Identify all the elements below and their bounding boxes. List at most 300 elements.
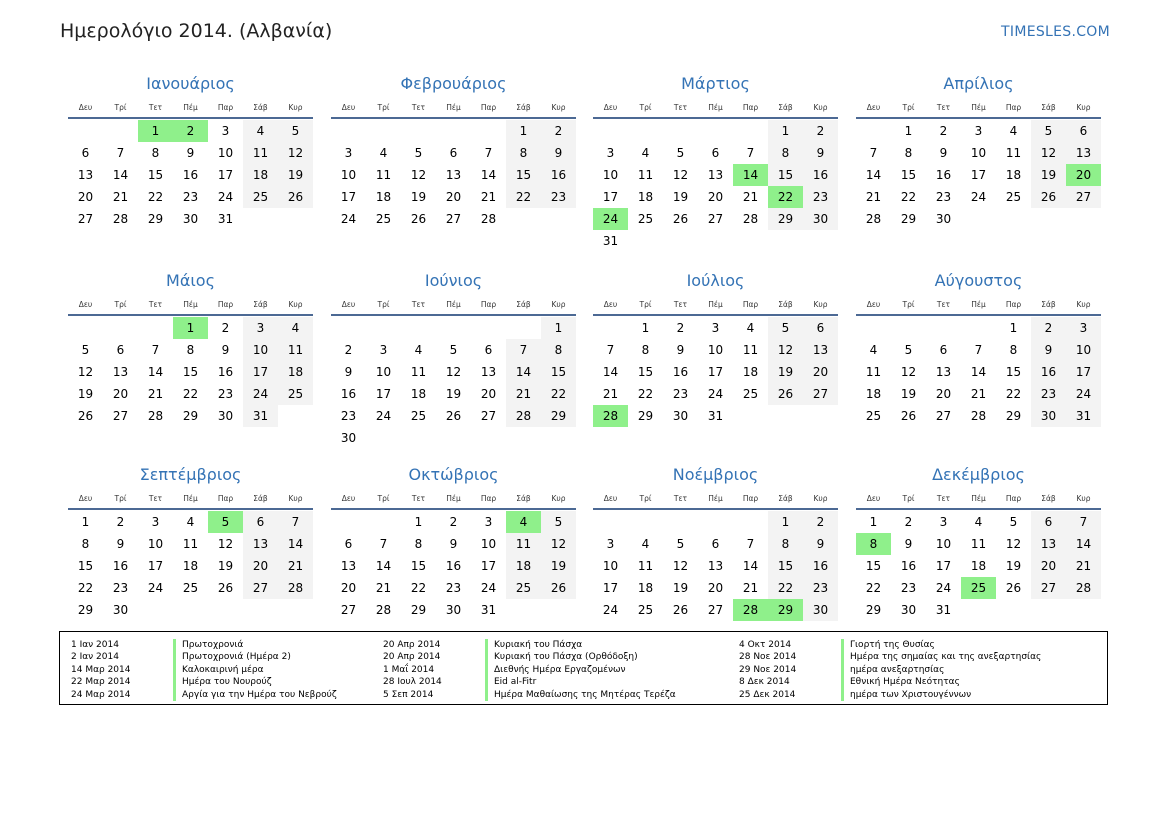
day-cell: 9 bbox=[221, 343, 230, 357]
day-cell: 2 bbox=[904, 515, 913, 529]
day-cell: 30 bbox=[935, 212, 952, 226]
day-cell: 22 bbox=[541, 383, 576, 405]
day-cell: 26 bbox=[278, 186, 313, 208]
day-cell: 17 bbox=[935, 559, 952, 573]
weekday-header bbox=[68, 101, 313, 119]
day-cell: 14 bbox=[602, 365, 619, 379]
day-cell: 6 bbox=[116, 343, 125, 357]
day-cell: 19 bbox=[217, 559, 234, 573]
day-cell: 12 bbox=[1031, 142, 1066, 164]
empty-cell bbox=[436, 120, 471, 142]
empty-cell bbox=[593, 511, 628, 533]
day-cell: 10 bbox=[217, 146, 234, 160]
month-calendar bbox=[68, 463, 313, 621]
weekday-header bbox=[331, 101, 576, 119]
legend-row bbox=[71, 639, 244, 651]
day-cell: 28 bbox=[278, 577, 313, 599]
day-cell: 9 bbox=[904, 537, 913, 551]
empty-cell bbox=[856, 317, 891, 339]
day-cell: 5 bbox=[676, 146, 685, 160]
day-cell: 14 bbox=[278, 533, 313, 555]
day-cell: 16 bbox=[803, 164, 838, 186]
day-cell: 9 bbox=[803, 142, 838, 164]
weekday-label: Πέμ bbox=[183, 103, 198, 112]
holiday-day-cell: 28 bbox=[593, 405, 628, 427]
weekday-label: Τετ bbox=[148, 103, 163, 112]
day-cell: 24 bbox=[707, 387, 724, 401]
day-cell: 6 bbox=[711, 537, 720, 551]
weekday-label: Δευ bbox=[78, 300, 93, 309]
day-grid bbox=[331, 317, 576, 449]
day-cell: 28 bbox=[375, 603, 392, 617]
day-cell: 23 bbox=[803, 577, 838, 599]
weekday-label: Σάβ bbox=[778, 494, 793, 503]
day-cell: 10 bbox=[243, 339, 278, 361]
day-cell: 9 bbox=[186, 146, 195, 160]
day-cell: 11 bbox=[1005, 146, 1022, 160]
day-cell: 4 bbox=[243, 120, 278, 142]
weekday-label: Δευ bbox=[603, 103, 618, 112]
page-title: Ημερολόγιο 2014. (Αλβανία) bbox=[60, 20, 333, 42]
day-cell: 23 bbox=[935, 190, 952, 204]
empty-cell bbox=[401, 120, 436, 142]
month-calendar bbox=[331, 72, 576, 230]
day-cell: 29 bbox=[541, 405, 576, 427]
day-cell: 20 bbox=[243, 555, 278, 577]
brand-link[interactable]: TIMESLES.COM bbox=[1001, 24, 1110, 40]
day-grid bbox=[593, 120, 838, 252]
holiday-day-cell: 8 bbox=[856, 533, 891, 555]
day-cell: 14 bbox=[112, 168, 129, 182]
legend-row bbox=[739, 639, 935, 651]
day-cell: 24 bbox=[340, 212, 357, 226]
day-cell: 12 bbox=[278, 142, 313, 164]
day-cell: 23 bbox=[672, 387, 689, 401]
weekday-header bbox=[856, 492, 1101, 510]
empty-cell bbox=[926, 317, 961, 339]
day-cell: 13 bbox=[480, 365, 497, 379]
weekday-header bbox=[68, 298, 313, 316]
day-cell: 9 bbox=[803, 533, 838, 555]
day-cell: 23 bbox=[217, 387, 234, 401]
weekday-label: Δευ bbox=[78, 494, 93, 503]
day-grid bbox=[331, 120, 576, 230]
day-cell: 28 bbox=[1066, 577, 1101, 599]
day-cell: 18 bbox=[506, 555, 541, 577]
month-name: Οκτώβριος bbox=[408, 465, 499, 484]
weekday-label: Παρ bbox=[480, 300, 497, 309]
day-cell: 3 bbox=[974, 124, 983, 138]
weekday-label: Πέμ bbox=[971, 103, 986, 112]
weekday-label: Τρί bbox=[114, 103, 127, 112]
day-cell: 5 bbox=[81, 343, 90, 357]
holiday-day-cell: 24 bbox=[593, 208, 628, 230]
day-cell: 8 bbox=[904, 146, 913, 160]
day-cell: 12 bbox=[541, 533, 576, 555]
weekday-label: Πέμ bbox=[183, 494, 198, 503]
weekday-label: Δευ bbox=[866, 103, 881, 112]
day-grid bbox=[593, 511, 838, 621]
weekday-label: Δευ bbox=[866, 300, 881, 309]
day-cell: 7 bbox=[974, 343, 983, 357]
day-cell: 29 bbox=[410, 603, 427, 617]
day-cell: 20 bbox=[445, 190, 462, 204]
month-calendar bbox=[331, 463, 576, 621]
weekday-header bbox=[593, 298, 838, 316]
day-cell: 27 bbox=[445, 212, 462, 226]
holiday-date: 2 Ιαν 2014 bbox=[71, 652, 119, 663]
day-cell: 23 bbox=[182, 190, 199, 204]
day-cell: 9 bbox=[449, 537, 458, 551]
day-cell: 25 bbox=[410, 409, 427, 423]
day-cell: 30 bbox=[1031, 405, 1066, 427]
day-cell: 2 bbox=[116, 515, 125, 529]
day-cell: 18 bbox=[1005, 168, 1022, 182]
weekday-label: Δευ bbox=[341, 103, 356, 112]
day-cell: 21 bbox=[375, 581, 392, 595]
day-cell: 17 bbox=[602, 581, 619, 595]
day-cell: 7 bbox=[746, 537, 755, 551]
weekday-label: Τετ bbox=[673, 300, 688, 309]
day-cell: 13 bbox=[935, 365, 952, 379]
day-cell: 13 bbox=[1066, 142, 1101, 164]
day-cell: 5 bbox=[449, 343, 458, 357]
day-cell: 10 bbox=[602, 168, 619, 182]
day-grid bbox=[68, 511, 313, 621]
day-cell: 3 bbox=[939, 515, 948, 529]
month-calendar bbox=[593, 463, 838, 621]
day-cell: 4 bbox=[974, 515, 983, 529]
day-cell: 6 bbox=[344, 537, 353, 551]
day-cell: 11 bbox=[742, 343, 759, 357]
day-cell: 27 bbox=[803, 383, 838, 405]
day-cell: 4 bbox=[641, 537, 650, 551]
weekday-label: Πέμ bbox=[971, 300, 986, 309]
weekday-label: Δευ bbox=[603, 494, 618, 503]
weekday-label: Σάβ bbox=[253, 103, 268, 112]
holiday-name: Διεθνής Ημέρα Εργαζομένων bbox=[485, 664, 626, 676]
day-cell: 20 bbox=[707, 581, 724, 595]
day-cell: 15 bbox=[768, 164, 803, 186]
empty-cell bbox=[471, 317, 506, 339]
day-cell: 7 bbox=[1066, 511, 1101, 533]
day-cell: 23 bbox=[1031, 383, 1066, 405]
day-cell: 7 bbox=[379, 537, 388, 551]
day-cell: 31 bbox=[602, 234, 619, 248]
day-cell: 16 bbox=[672, 365, 689, 379]
day-cell: 13 bbox=[707, 168, 724, 182]
holiday-date: 24 Μαρ 2014 bbox=[71, 689, 131, 700]
day-cell: 17 bbox=[340, 190, 357, 204]
day-grid bbox=[593, 317, 838, 427]
day-cell: 26 bbox=[1031, 186, 1066, 208]
holiday-date: 20 Απρ 2014 bbox=[383, 640, 441, 650]
day-cell: 20 bbox=[935, 387, 952, 401]
day-cell: 10 bbox=[970, 146, 987, 160]
weekday-label: Κυρ bbox=[1076, 494, 1091, 503]
weekday-label: Παρ bbox=[217, 103, 234, 112]
day-cell: 26 bbox=[1005, 581, 1022, 595]
day-cell: 31 bbox=[480, 603, 497, 617]
day-cell: 2 bbox=[803, 511, 838, 533]
day-cell: 4 bbox=[186, 515, 195, 529]
day-cell: 2 bbox=[221, 321, 230, 335]
weekday-header bbox=[331, 492, 576, 510]
day-cell: 23 bbox=[900, 581, 917, 595]
day-cell: 14 bbox=[375, 559, 392, 573]
day-cell: 15 bbox=[182, 365, 199, 379]
day-cell: 9 bbox=[116, 537, 125, 551]
day-grid bbox=[856, 317, 1101, 427]
holiday-name: Πρωτοχρονιά bbox=[173, 639, 243, 651]
day-cell: 15 bbox=[147, 168, 164, 182]
day-cell: 8 bbox=[541, 339, 576, 361]
day-cell: 15 bbox=[77, 559, 94, 573]
day-cell: 29 bbox=[77, 603, 94, 617]
day-cell: 18 bbox=[410, 387, 427, 401]
day-cell: 21 bbox=[112, 190, 129, 204]
weekday-label: Σάβ bbox=[253, 300, 268, 309]
day-cell: 18 bbox=[742, 365, 759, 379]
empty-cell bbox=[663, 120, 698, 142]
day-cell: 27 bbox=[77, 212, 94, 226]
weekday-label: Τρί bbox=[377, 300, 390, 309]
empty-cell bbox=[663, 511, 698, 533]
day-cell: 12 bbox=[900, 365, 917, 379]
legend-row bbox=[739, 676, 960, 688]
day-cell: 21 bbox=[742, 190, 759, 204]
day-cell: 8 bbox=[768, 142, 803, 164]
weekday-label: Παρ bbox=[217, 300, 234, 309]
holiday-date: 28 Νοε 2014 bbox=[739, 652, 797, 663]
weekday-label: Δευ bbox=[866, 494, 881, 503]
day-cell: 24 bbox=[217, 190, 234, 204]
weekday-label: Τετ bbox=[936, 103, 951, 112]
empty-cell bbox=[698, 120, 733, 142]
weekday-label: Τρί bbox=[902, 103, 915, 112]
day-cell: 25 bbox=[375, 212, 392, 226]
day-cell: 10 bbox=[375, 365, 392, 379]
weekday-label: Τρί bbox=[639, 103, 652, 112]
holiday-name: Ημέρα του Νουρούζ bbox=[173, 676, 272, 688]
day-cell: 22 bbox=[506, 186, 541, 208]
day-cell: 4 bbox=[869, 343, 878, 357]
day-cell: 24 bbox=[243, 383, 278, 405]
day-cell: 7 bbox=[116, 146, 125, 160]
empty-cell bbox=[436, 317, 471, 339]
weekday-label: Πέμ bbox=[708, 300, 723, 309]
day-cell: 10 bbox=[480, 537, 497, 551]
day-cell: 30 bbox=[112, 603, 129, 617]
day-cell: 25 bbox=[637, 603, 654, 617]
day-cell: 26 bbox=[541, 577, 576, 599]
day-cell: 16 bbox=[541, 164, 576, 186]
day-cell: 29 bbox=[900, 212, 917, 226]
day-cell: 16 bbox=[182, 168, 199, 182]
weekday-label: Παρ bbox=[742, 300, 759, 309]
day-cell: 27 bbox=[707, 212, 724, 226]
day-cell: 15 bbox=[410, 559, 427, 573]
day-cell: 30 bbox=[803, 208, 838, 230]
day-cell: 29 bbox=[637, 409, 654, 423]
day-cell: 21 bbox=[970, 387, 987, 401]
empty-cell bbox=[698, 511, 733, 533]
day-cell: 13 bbox=[77, 168, 94, 182]
day-cell: 2 bbox=[676, 321, 685, 335]
month-name: Νοέμβριος bbox=[672, 465, 759, 484]
day-cell: 8 bbox=[1009, 343, 1018, 357]
day-cell: 22 bbox=[77, 581, 94, 595]
day-cell: 3 bbox=[243, 317, 278, 339]
empty-cell bbox=[138, 317, 173, 339]
day-cell: 13 bbox=[340, 559, 357, 573]
month-name: Ιούλιος bbox=[686, 271, 745, 290]
day-cell: 26 bbox=[77, 409, 94, 423]
day-cell: 1 bbox=[768, 511, 803, 533]
weekday-header bbox=[331, 298, 576, 316]
day-cell: 14 bbox=[1066, 533, 1101, 555]
month-name: Δεκέμβριος bbox=[932, 465, 1025, 484]
weekday-label: Δευ bbox=[78, 103, 93, 112]
day-cell: 4 bbox=[746, 321, 755, 335]
day-cell: 18 bbox=[637, 190, 654, 204]
day-cell: 28 bbox=[865, 212, 882, 226]
weekday-header bbox=[68, 492, 313, 510]
day-cell: 23 bbox=[803, 186, 838, 208]
holiday-name: ημέρα των Χριστουγέννων bbox=[841, 689, 971, 701]
day-cell: 2 bbox=[1031, 317, 1066, 339]
weekday-label: Πέμ bbox=[446, 103, 461, 112]
weekday-label: Παρ bbox=[480, 494, 497, 503]
day-cell: 2 bbox=[803, 120, 838, 142]
holiday-date: 1 Μαΐ 2014 bbox=[383, 664, 435, 675]
day-cell: 29 bbox=[182, 409, 199, 423]
legend-row bbox=[71, 664, 264, 676]
day-cell: 15 bbox=[1005, 365, 1022, 379]
day-cell: 25 bbox=[1005, 190, 1022, 204]
empty-cell bbox=[366, 317, 401, 339]
day-cell: 19 bbox=[768, 361, 803, 383]
day-cell: 8 bbox=[186, 343, 195, 357]
weekday-label: Σάβ bbox=[516, 103, 531, 112]
day-cell: 31 bbox=[243, 405, 278, 427]
day-cell: 4 bbox=[414, 343, 423, 357]
day-cell: 13 bbox=[445, 168, 462, 182]
day-cell: 26 bbox=[410, 212, 427, 226]
day-cell: 19 bbox=[672, 581, 689, 595]
day-cell: 22 bbox=[900, 190, 917, 204]
day-cell: 25 bbox=[742, 387, 759, 401]
day-cell: 19 bbox=[672, 190, 689, 204]
weekday-label: Παρ bbox=[480, 103, 497, 112]
day-cell: 16 bbox=[1031, 361, 1066, 383]
day-cell: 22 bbox=[410, 581, 427, 595]
legend-row bbox=[739, 689, 972, 701]
day-cell: 20 bbox=[340, 581, 357, 595]
weekday-label: Κυρ bbox=[551, 103, 566, 112]
day-cell: 20 bbox=[77, 190, 94, 204]
day-cell: 19 bbox=[278, 164, 313, 186]
weekday-label: Σάβ bbox=[778, 300, 793, 309]
day-cell: 4 bbox=[1009, 124, 1018, 138]
empty-cell bbox=[733, 120, 768, 142]
day-cell: 16 bbox=[445, 559, 462, 573]
weekday-label: Τετ bbox=[936, 494, 951, 503]
weekday-label: Τρί bbox=[902, 300, 915, 309]
weekday-label: Κυρ bbox=[813, 300, 828, 309]
empty-cell bbox=[856, 120, 891, 142]
empty-cell bbox=[506, 317, 541, 339]
weekday-label: Τετ bbox=[148, 300, 163, 309]
empty-cell bbox=[628, 120, 663, 142]
day-cell: 3 bbox=[151, 515, 160, 529]
holiday-name: Eid al-Fitr bbox=[485, 676, 536, 688]
legend-row bbox=[739, 651, 1042, 663]
weekday-label: Παρ bbox=[742, 103, 759, 112]
day-cell: 14 bbox=[480, 168, 497, 182]
empty-cell bbox=[733, 511, 768, 533]
weekday-label: Παρ bbox=[1005, 494, 1022, 503]
day-cell: 27 bbox=[243, 577, 278, 599]
day-cell: 16 bbox=[935, 168, 952, 182]
day-cell: 29 bbox=[1005, 409, 1022, 423]
weekday-label: Πέμ bbox=[446, 300, 461, 309]
day-cell: 30 bbox=[182, 212, 199, 226]
day-cell: 22 bbox=[147, 190, 164, 204]
day-cell: 3 bbox=[606, 146, 615, 160]
weekday-label: Σάβ bbox=[516, 300, 531, 309]
day-cell: 29 bbox=[865, 603, 882, 617]
day-cell: 25 bbox=[182, 581, 199, 595]
month-calendar bbox=[856, 463, 1101, 621]
holiday-name: Κυριακή του Πάσχα (Ορθόδοξη) bbox=[485, 651, 638, 663]
day-cell: 17 bbox=[375, 387, 392, 401]
day-cell: 5 bbox=[1031, 120, 1066, 142]
day-cell: 31 bbox=[707, 409, 724, 423]
empty-cell bbox=[401, 317, 436, 339]
holiday-name: Πρωτοχρονιά (Ημέρα 2) bbox=[173, 651, 291, 663]
holiday-day-cell: 1 bbox=[138, 120, 173, 142]
day-cell: 6 bbox=[803, 317, 838, 339]
day-cell: 10 bbox=[340, 168, 357, 182]
legend-column bbox=[383, 639, 676, 701]
day-cell: 16 bbox=[112, 559, 129, 573]
holiday-day-cell: 4 bbox=[506, 511, 541, 533]
weekday-label: Παρ bbox=[217, 494, 234, 503]
day-cell: 8 bbox=[506, 142, 541, 164]
day-cell: 6 bbox=[449, 146, 458, 160]
day-cell: 17 bbox=[243, 361, 278, 383]
day-cell: 16 bbox=[217, 365, 234, 379]
day-cell: 16 bbox=[340, 387, 357, 401]
day-cell: 18 bbox=[182, 559, 199, 573]
day-cell: 24 bbox=[1066, 383, 1101, 405]
day-cell: 23 bbox=[340, 409, 357, 423]
legend-row bbox=[383, 651, 638, 663]
day-cell: 3 bbox=[379, 343, 388, 357]
day-cell: 9 bbox=[541, 142, 576, 164]
day-cell: 7 bbox=[869, 146, 878, 160]
weekday-label: Τρί bbox=[114, 300, 127, 309]
day-cell: 10 bbox=[707, 343, 724, 357]
legend-row bbox=[383, 639, 583, 651]
month-calendar bbox=[331, 269, 576, 449]
month-name: Ιανουάριος bbox=[146, 74, 235, 93]
empty-cell bbox=[593, 120, 628, 142]
day-cell: 23 bbox=[112, 581, 129, 595]
day-cell: 28 bbox=[970, 409, 987, 423]
day-cell: 8 bbox=[641, 343, 650, 357]
